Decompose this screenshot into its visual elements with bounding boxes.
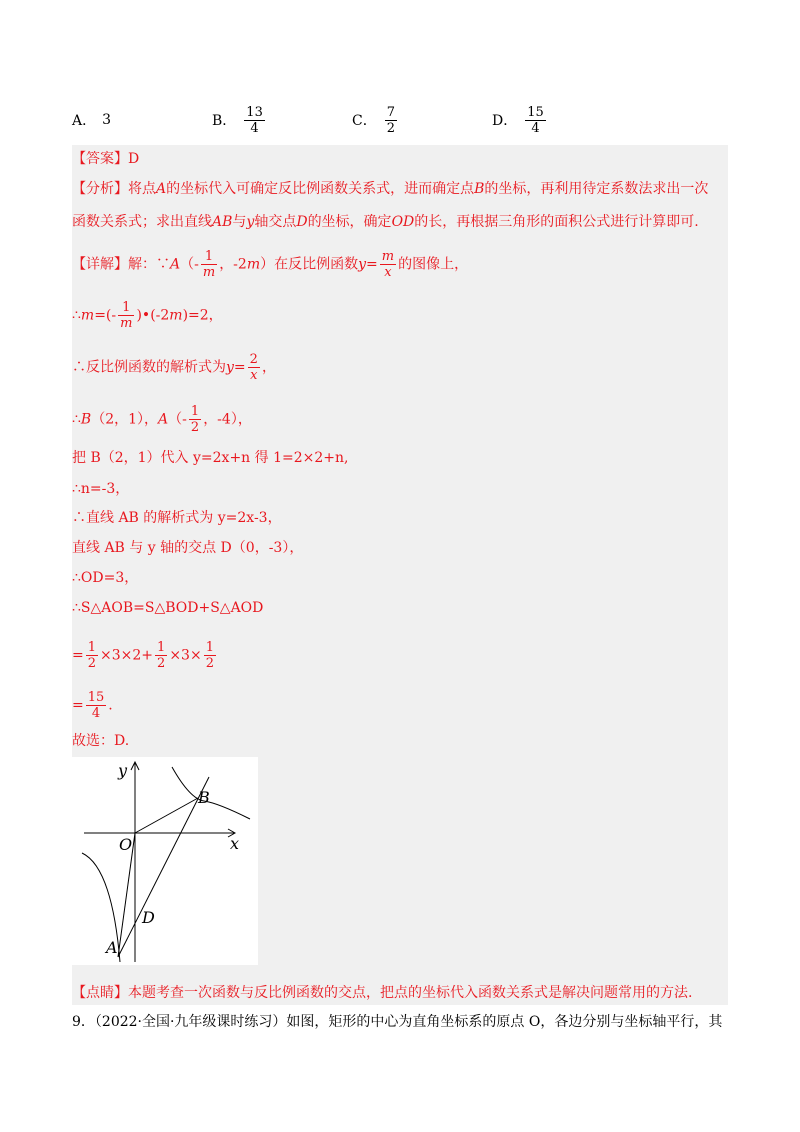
detail-line-10: ∴S△AOB=S△BOD+S△AOD xyxy=(72,600,264,616)
point-a: A xyxy=(158,411,169,428)
detail-text: ∴反比例函数的解析式为 xyxy=(72,359,226,376)
choice-b-label: B． xyxy=(212,113,237,129)
detail-text: （- xyxy=(168,411,187,428)
fraction xyxy=(155,640,167,671)
fraction-numerator: 1 xyxy=(157,640,166,655)
choice-a xyxy=(72,100,111,140)
choice-b-fraction xyxy=(244,105,265,136)
function-graph-figure xyxy=(72,757,258,965)
detail-line-13: 故选：D. xyxy=(72,733,130,749)
detail-text: =(- xyxy=(94,307,117,324)
choice-d xyxy=(492,100,548,140)
detail-line-5: 把 B（2，1）代入 y=2x+n 得 1=2×2+n, xyxy=(72,450,349,466)
answer-value: D xyxy=(128,151,140,167)
fraction-numerator: 1 xyxy=(205,640,214,655)
fraction-numerator: m xyxy=(381,249,395,264)
segment-ob xyxy=(135,798,198,833)
analysis-line-1 xyxy=(72,179,708,199)
fraction xyxy=(118,300,134,331)
fraction-numerator: 2 xyxy=(249,352,258,367)
comment-line xyxy=(72,983,692,1003)
comment-text: 本题考查一次函数与反比例函数的交点，把点的坐标代入函数关系式是解决问题常用的方法. xyxy=(128,985,693,1001)
detail-text: ∴ xyxy=(72,411,81,428)
choice-d-label: D． xyxy=(492,113,518,129)
hyperbola-branch-first-quadrant xyxy=(172,767,250,819)
detail-line-9: ∴OD=3， xyxy=(72,570,139,586)
fraction-denominator: 2 xyxy=(190,420,200,435)
fraction xyxy=(86,690,107,721)
point-b: B xyxy=(474,181,485,197)
choice-a-value: 3 xyxy=(102,112,112,128)
detail-text: ×3×2+ xyxy=(100,647,154,664)
fraction xyxy=(380,249,396,280)
origin-label: O xyxy=(119,835,133,854)
choice-c-label: C． xyxy=(352,113,377,129)
segment-od: OD xyxy=(391,214,415,230)
fraction-denominator: m xyxy=(202,265,216,280)
choice-c-fraction xyxy=(385,105,397,136)
fraction-denominator: 4 xyxy=(525,120,546,136)
fraction-denominator: 4 xyxy=(86,705,107,721)
fraction-denominator: 2 xyxy=(205,656,214,671)
point-d-label: D xyxy=(142,908,155,927)
detail-text: = xyxy=(233,359,246,376)
fraction-numerator: 7 xyxy=(386,104,395,120)
detail-text: ∴ xyxy=(72,307,81,324)
answer-tag: 【答案】 xyxy=(72,151,128,167)
variable-y: y xyxy=(226,359,234,376)
detail-line-4 xyxy=(72,404,252,435)
detail-text: = xyxy=(366,256,378,273)
line-ab xyxy=(118,777,209,957)
fraction-numerator: 13 xyxy=(246,104,263,120)
detail-tag: 【详解】 xyxy=(72,256,128,273)
x-axis-label: x xyxy=(230,834,240,853)
detail-text: ×3× xyxy=(169,647,202,664)
variable-m: m xyxy=(246,256,261,273)
variable-y: y xyxy=(358,256,367,273)
analysis-text: 将点 xyxy=(128,181,156,197)
analysis-text: 的长，再根据三角形的面积公式进行计算即可. xyxy=(414,214,699,230)
detail-text: . xyxy=(108,697,113,714)
choice-d-fraction xyxy=(525,105,546,136)
fraction-denominator: x xyxy=(380,264,396,280)
answer-line xyxy=(72,149,139,169)
y-axis-label: y xyxy=(118,761,128,780)
analysis-line-2 xyxy=(72,212,699,232)
detail-line-12 xyxy=(72,690,113,721)
detail-line-3 xyxy=(72,352,276,383)
detail-text: ）在反比例函数 xyxy=(260,256,359,273)
fraction-numerator: 1 xyxy=(122,300,131,315)
detail-text: = xyxy=(72,697,84,714)
analysis-tag: 【分析】 xyxy=(72,181,128,197)
detail-text: )=2， xyxy=(182,307,223,324)
fraction-denominator: x xyxy=(248,367,260,383)
detail-line-1 xyxy=(72,249,468,280)
point-b: B xyxy=(80,411,92,428)
fraction-denominator: 2 xyxy=(157,656,166,671)
y-axis-label: y xyxy=(246,214,255,230)
analysis-text: 的坐标，确定 xyxy=(307,214,392,230)
point-d: D xyxy=(296,214,308,230)
choice-b xyxy=(212,100,267,140)
analysis-text: 的坐标代入可确定反比例函数关系式，进而确定点 xyxy=(166,181,475,197)
fraction-denominator: 2 xyxy=(386,120,395,136)
detail-text: ， xyxy=(261,359,276,376)
fraction-numerator: 15 xyxy=(527,104,544,120)
detail-line-2 xyxy=(72,300,223,331)
analysis-text: 与 xyxy=(232,214,247,230)
fraction-denominator: 2 xyxy=(87,656,97,671)
detail-text: （2，1）， xyxy=(91,411,159,428)
choice-a-label: A． xyxy=(72,113,97,129)
fraction-numerator: 1 xyxy=(87,640,97,655)
detail-text: （- xyxy=(180,256,199,273)
detail-line-8: 直线 AB 与 y 轴的交点 D（0，-3）， xyxy=(72,540,304,556)
point-b-label: B xyxy=(198,788,210,807)
detail-text: = xyxy=(72,647,84,664)
comment-tag: 【点睛】 xyxy=(72,985,128,1001)
fraction-numerator: 1 xyxy=(204,249,214,264)
fraction-numerator: 1 xyxy=(190,404,200,419)
detail-text: ，-4）， xyxy=(203,411,252,428)
analysis-text: 轴交点 xyxy=(254,214,297,230)
detail-text: ，-2 xyxy=(219,256,247,273)
fraction xyxy=(248,352,260,383)
detail-text: 解：∵ xyxy=(128,256,170,273)
analysis-text: 函数关系式；求出直线 xyxy=(72,214,212,230)
fraction xyxy=(189,404,201,435)
fraction xyxy=(204,640,216,671)
fraction-denominator: m xyxy=(120,316,133,331)
fraction xyxy=(86,640,98,671)
fraction xyxy=(201,249,217,280)
fraction-numerator: 15 xyxy=(87,690,105,705)
question-9-text: 9．（2022·全国·九年级课时练习）如图，矩形的中心为直角坐标系的原点 O，各边分别与坐标轴平行，其 xyxy=(72,1014,723,1030)
point-a: A xyxy=(170,256,181,273)
choice-c xyxy=(352,100,399,140)
line-ab: AB xyxy=(212,214,233,230)
variable-m: m xyxy=(80,307,95,324)
detail-line-7: ∴直线 AB 的解析式为 y=2x-3， xyxy=(72,510,282,526)
detail-text: )•(-2 xyxy=(136,307,170,324)
detail-text: 的图像上， xyxy=(398,256,469,273)
detail-line-6: ∴n=-3， xyxy=(72,481,130,497)
point-a-label: A xyxy=(106,938,118,957)
fraction-denominator: 4 xyxy=(244,120,265,136)
graph-svg xyxy=(72,757,258,965)
analysis-text: 的坐标，再利用待定系数法求出一次 xyxy=(484,181,709,197)
variable-m: m xyxy=(169,307,183,324)
point-a: A xyxy=(156,181,167,197)
detail-line-11 xyxy=(72,640,218,671)
